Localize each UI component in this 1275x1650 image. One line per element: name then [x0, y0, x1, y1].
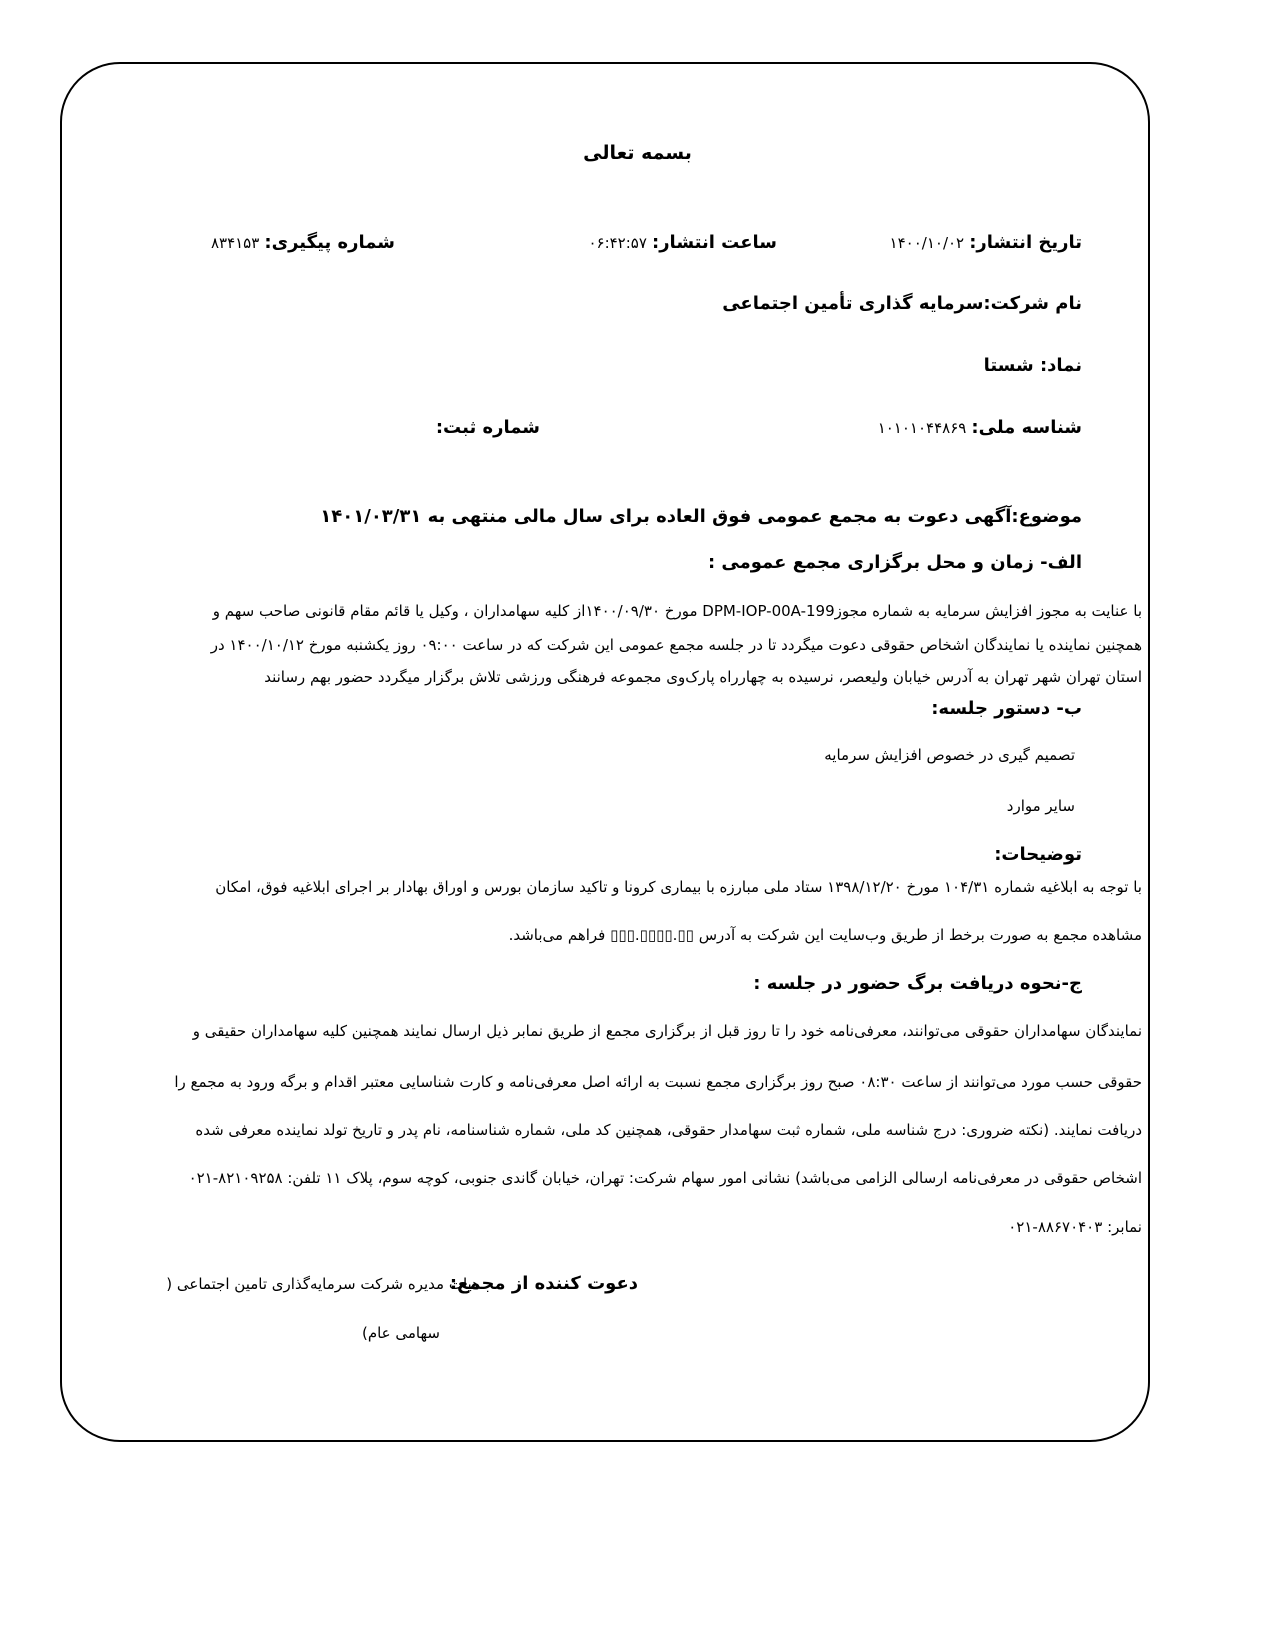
publish-time-label: ساعت انتشار: [652, 232, 777, 253]
section-a-heading: الف- زمان و محل برگزاری مجمع عمومی : [707, 552, 1082, 573]
document-title: بسمه تعالی [583, 142, 692, 164]
notes-heading: توضیحات: [994, 844, 1082, 865]
tracking-label: شماره پیگیری: [264, 232, 395, 253]
section-a-line: استان تهران شهر تهران به آدرس خیابان ولیعصر، نرسیده به چهارراه پارک‌وی مجموعه فرهنگی ورزشی تلاش برگزار میگردد حضور بهم رسانند [264, 668, 1142, 686]
national-id-label: شناسه ملی: [971, 417, 1082, 438]
agenda-item: سایر موارد [1006, 797, 1075, 815]
national-id-value: ۱۰۱۰۱۰۴۴۸۶۹ [877, 419, 967, 437]
section-c-line: نمایندگان سهامداران حقوقی می‌توانند، معرفی‌نامه خود را تا روز قبل از برگزاری مجمع از طریق نمابر ذیل ارسال نمایند همچنین کلیه سهامداران حقیقی و [192, 1022, 1142, 1040]
section-a-line: با عنایت به مجوز افزایش سرمایه به شماره مجوزDPM-IOP-00A-199 مورخ ۱۴۰۰/۰۹/۳۰از کلیه سهامداران ، وکیل یا قائم مقام قانونی صاحب سهم و [212, 602, 1142, 620]
publish-date-value: ۱۴۰۰/۱۰/۰۲ [889, 234, 965, 252]
section-c-line: دریافت نمایند. (نکته ضروری: درج شناسه ملی، شماره ثبت سهامدار حقوقی، همچنین کد ملی، شماره شناسنامه، نام پدر و تاریخ تولد نماینده معرفی شده [195, 1121, 1142, 1139]
company-name-value: سرمایه گذاری تأمین اجتماعی [722, 293, 984, 314]
section-a-line: همچنین نماینده یا نمایندگان اشخاص حقوقی دعوت میگردد تا در جلسه مجمع عمومی این شرکت که در ساعت ۰۹:۰۰ روز یکشنبه مورخ ۱۴۰۰/۱۰/۱۲ در [210, 636, 1142, 654]
section-c-line: حقوقی حسب مورد می‌توانند از ساعت ۰۸:۳۰ صبح روز برگزاری مجمع نسبت به ارائه اصل معرفی‌نامه و کارت شناسایی معتبر اقدام و برگه ورود به مجمع را [174, 1073, 1142, 1091]
subject: موضوع:آگهی دعوت به مجمع عمومی فوق العاده برای سال مالی منتهی به ۱۴۰۱/۰۳/۳۱ [320, 506, 1082, 527]
company-name [722, 293, 1082, 314]
section-b-heading: ب- دستور جلسه: [931, 698, 1082, 719]
notes-line: با توجه به ابلاغیه شماره ۱۰۴/۳۱ مورخ ۱۳۹۸/۱۲/۲۰ ستاد ملی مبارزه با بیماری کرونا و تاکید سازمان بورس و اوراق بهادار بر اجرای ابلاغیه فوق، امکان [215, 878, 1142, 896]
section-c-line: نمابر: ۸۸۶۷۰۴۰۳-۰۲۱ [1008, 1218, 1142, 1236]
symbol-label: نماد: [1039, 355, 1082, 376]
inviter-value-continued: سهامی عام) [361, 1324, 440, 1342]
tracking-value: ۸۳۴۱۵۳ [210, 234, 260, 252]
company-name-label: نام شرکت: [983, 293, 1082, 314]
publish-date-label: تاریخ انتشار: [969, 232, 1082, 253]
symbol-value: شستا [983, 355, 1034, 376]
section-c-line: اشخاص حقوقی در معرفی‌نامه ارسالی الزامی می‌باشد) نشانی امور سهام شرکت: تهران، خیابان گاندی جنوبی، کوچه سوم، پلاک ۱۱ تلفن: ۸۲۱۰۹۲۵۸-۰۲۱ [188, 1169, 1142, 1187]
tracking-number [211, 232, 395, 253]
publish-time [588, 232, 777, 253]
registration-number-label: شماره ثبت: [435, 417, 540, 438]
inviter-value: هیات مدیره شرکت سرمایه‌گذاری تامین اجتماعی ( [166, 1275, 480, 1293]
section-c-heading: ج-نحوه دریافت برگ حضور در جلسه : [753, 973, 1082, 994]
publish-date [890, 232, 1082, 253]
inviter-label: دعوت کننده از مجمع: [449, 1273, 638, 1294]
agenda-item: تصمیم گیری در خصوص افزایش سرمایه [824, 746, 1075, 764]
national-id [878, 417, 1082, 438]
company-symbol [984, 355, 1082, 376]
notes-line: مشاهده مجمع به صورت برخط از طریق وب‌سایت این شرکت به آدرس ▯▯.▯▯▯▯.▯▯▯ فراهم می‌باشد. [508, 926, 1142, 944]
publish-time-value: ۰۶:۴۲:۵۷ [588, 234, 647, 252]
